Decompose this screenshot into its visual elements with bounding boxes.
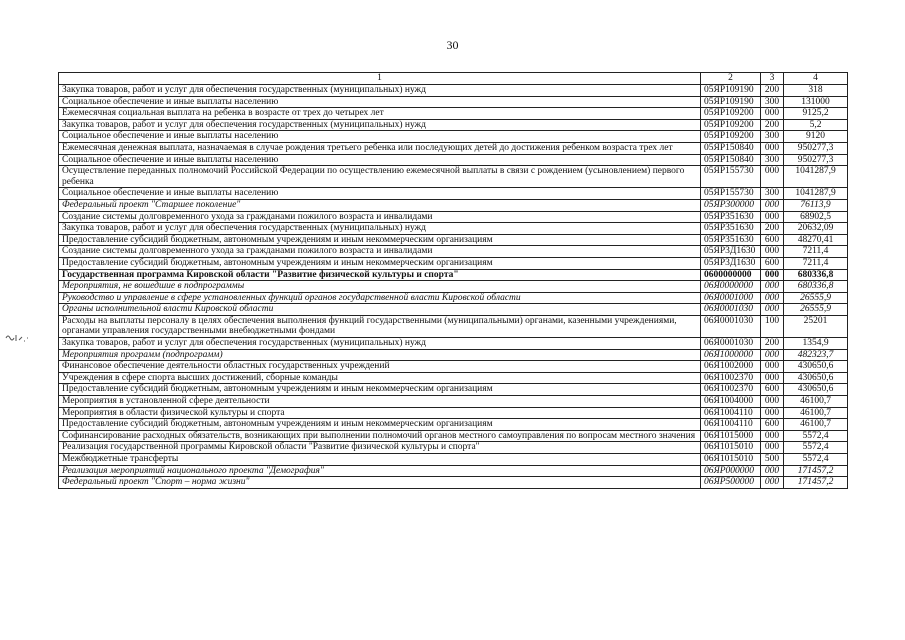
table-row xyxy=(59,223,848,235)
row-vr: 000 xyxy=(761,407,784,419)
row-code: 06Я1004110 xyxy=(701,419,761,431)
row-code: 06Я0001030 xyxy=(701,338,761,350)
row-code: 06Я1015010 xyxy=(701,454,761,466)
row-amount: 26555,9 xyxy=(784,292,848,304)
row-name: Мероприятия, не вошедшие в подпрограммы xyxy=(59,281,701,293)
table-row xyxy=(59,188,848,200)
table-row xyxy=(59,477,848,489)
header-code: 2 xyxy=(701,73,761,85)
row-vr: 000 xyxy=(761,269,784,281)
table-row xyxy=(59,292,848,304)
table-row xyxy=(59,454,848,466)
row-code: 06Я0001000 xyxy=(701,292,761,304)
table-row xyxy=(59,372,848,384)
table-row xyxy=(59,281,848,293)
row-code: 05ЯР109200 xyxy=(701,119,761,131)
row-code: 06Я1002370 xyxy=(701,384,761,396)
table-row xyxy=(59,442,848,454)
table-row xyxy=(59,338,848,350)
row-vr: 000 xyxy=(761,304,784,316)
row-amount: 318 xyxy=(784,85,848,97)
row-vr: 600 xyxy=(761,257,784,269)
row-amount: 1354,9 xyxy=(784,338,848,350)
row-vr: 100 xyxy=(761,315,784,337)
table-row xyxy=(59,315,848,337)
table-row xyxy=(59,257,848,269)
table-row xyxy=(59,142,848,154)
row-name: Федеральный проект "Старшее поколение" xyxy=(59,199,701,211)
row-name: Предоставление субсидий бюджетным, автономным учреждениям и иным некоммерческим организациям xyxy=(59,384,701,396)
row-code: 05ЯР150840 xyxy=(701,142,761,154)
row-amount: 9120 xyxy=(784,131,848,143)
row-code: 05ЯР351630 xyxy=(701,234,761,246)
row-vr: 000 xyxy=(761,430,784,442)
table-header-row xyxy=(59,73,848,85)
row-amount: 430650,6 xyxy=(784,384,848,396)
row-amount: 5572,4 xyxy=(784,430,848,442)
row-vr: 300 xyxy=(761,154,784,166)
row-name: Ежемесячная социальная выплата на ребенка в возрасте от трех до четырех лет xyxy=(59,108,701,120)
row-name: Государственная программа Кировской области "Развитие физической культуры и спорта" xyxy=(59,269,701,281)
row-code: 05ЯР3Д1630 xyxy=(701,246,761,258)
row-code: 06ЯР000000 xyxy=(701,465,761,477)
row-name: Реализация мероприятий национального проекта "Демография" xyxy=(59,465,701,477)
row-code: 06Я1002370 xyxy=(701,372,761,384)
row-code: 06Я1015010 xyxy=(701,442,761,454)
row-code: 05ЯР3Д1630 xyxy=(701,257,761,269)
row-vr: 600 xyxy=(761,384,784,396)
row-vr: 300 xyxy=(761,131,784,143)
row-name: Социальное обеспечение и иные выплаты населению xyxy=(59,131,701,143)
row-name: Создание системы долговременного ухода за гражданами пожилого возраста и инвалидами xyxy=(59,246,701,258)
row-amount: 171457,2 xyxy=(784,465,848,477)
row-vr: 000 xyxy=(761,349,784,361)
row-name: Создание системы долговременного ухода за гражданами пожилого возраста и инвалидами xyxy=(59,211,701,223)
row-amount: 171457,2 xyxy=(784,477,848,489)
row-amount: 7211,4 xyxy=(784,257,848,269)
row-amount: 680336,8 xyxy=(784,281,848,293)
row-name: Социальное обеспечение и иные выплаты населению xyxy=(59,188,701,200)
table-row xyxy=(59,349,848,361)
table-row xyxy=(59,96,848,108)
row-name: Руководство и управление в сфере установленных функций органов государственной власти Кировской области xyxy=(59,292,701,304)
table-row xyxy=(59,419,848,431)
row-vr: 000 xyxy=(761,142,784,154)
row-code: 05ЯР109190 xyxy=(701,96,761,108)
row-code: 05ЯР109200 xyxy=(701,131,761,143)
row-code: 05ЯР109190 xyxy=(701,85,761,97)
row-amount: 950277,3 xyxy=(784,142,848,154)
header-name: 1 xyxy=(59,73,701,85)
row-vr: 000 xyxy=(761,361,784,373)
row-name: Социальное обеспечение и иные выплаты населению xyxy=(59,154,701,166)
row-name: Федеральный проект "Спорт – норма жизни" xyxy=(59,477,701,489)
table-row xyxy=(59,199,848,211)
row-amount: 1041287,9 xyxy=(784,188,848,200)
row-code: 05ЯР300000 xyxy=(701,199,761,211)
table-row xyxy=(59,465,848,477)
row-code: 06Я0001030 xyxy=(701,315,761,337)
row-vr: 000 xyxy=(761,211,784,223)
table-row xyxy=(59,166,848,188)
table-row xyxy=(59,108,848,120)
header-vr: 3 xyxy=(761,73,784,85)
table-row xyxy=(59,211,848,223)
row-code: 06Я1015000 xyxy=(701,430,761,442)
row-name: Осуществление переданных полномочий Российской Федерации по осуществлению ежемесячной выплаты в связи с рождением (усыновлением) первого ребенка xyxy=(59,166,701,188)
table-row xyxy=(59,304,848,316)
row-amount: 5,2 xyxy=(784,119,848,131)
row-vr: 200 xyxy=(761,338,784,350)
row-name: Предоставление субсидий бюджетным, автономным учреждениям и иным некоммерческим организациям xyxy=(59,257,701,269)
row-vr: 300 xyxy=(761,188,784,200)
row-amount: 131000 xyxy=(784,96,848,108)
row-code: 06Я1000000 xyxy=(701,349,761,361)
row-amount: 76113,9 xyxy=(784,199,848,211)
row-code: 06Я0001030 xyxy=(701,304,761,316)
row-amount: 1041287,9 xyxy=(784,166,848,188)
row-amount: 46100,7 xyxy=(784,419,848,431)
row-vr: 000 xyxy=(761,281,784,293)
row-name: Мероприятия в установленной сфере деятельности xyxy=(59,396,701,408)
row-amount: 46100,7 xyxy=(784,396,848,408)
table-row xyxy=(59,131,848,143)
budget-table xyxy=(58,72,848,489)
table-row xyxy=(59,384,848,396)
row-vr: 200 xyxy=(761,85,784,97)
row-vr: 000 xyxy=(761,199,784,211)
row-name: Учреждения в сфере спорта высших достижений, сборные команды xyxy=(59,372,701,384)
table-row xyxy=(59,85,848,97)
row-amount: 25201 xyxy=(784,315,848,337)
table-row xyxy=(59,407,848,419)
row-name: Реализация государственной программы Кировской области "Развитие физической культуры и спорта" xyxy=(59,442,701,454)
row-vr: 000 xyxy=(761,465,784,477)
row-amount: 68902,5 xyxy=(784,211,848,223)
row-code: 05ЯР155730 xyxy=(701,166,761,188)
row-vr: 000 xyxy=(761,477,784,489)
row-amount: 20632,09 xyxy=(784,223,848,235)
row-name: Закупка товаров, работ и услуг для обеспечения государственных (муниципальных) нужд xyxy=(59,223,701,235)
row-name: Расходы на выплаты персоналу в целях обеспечения выполнения функций государственными (муниципальными) органами, казенными учреждениями, органами управления государственными внебюджетными фондами xyxy=(59,315,701,337)
row-name: Предоставление субсидий бюджетным, автономным учреждениям и иным некоммерческим организациям xyxy=(59,234,701,246)
row-code: 05ЯР351630 xyxy=(701,223,761,235)
table-row xyxy=(59,234,848,246)
row-name: Мероприятия программ (подпрограмм) xyxy=(59,349,701,361)
row-code: 05ЯР351630 xyxy=(701,211,761,223)
row-code: 05ЯР150840 xyxy=(701,154,761,166)
row-code: 06ЯР500000 xyxy=(701,477,761,489)
row-name: Социальное обеспечение и иные выплаты населению xyxy=(59,96,701,108)
row-name: Закупка товаров, работ и услуг для обеспечения государственных (муниципальных) нужд xyxy=(59,85,701,97)
row-amount: 430650,6 xyxy=(784,361,848,373)
row-name: Органы исполнительной власти Кировской области xyxy=(59,304,701,316)
row-amount: 680336,8 xyxy=(784,269,848,281)
table-row xyxy=(59,246,848,258)
row-name: Закупка товаров, работ и услуг для обеспечения государственных (муниципальных) нужд xyxy=(59,338,701,350)
row-vr: 000 xyxy=(761,442,784,454)
row-name: Предоставление субсидий бюджетным, автономным учреждениям и иным некоммерческим организациям xyxy=(59,419,701,431)
row-code: 06Я1002000 xyxy=(701,361,761,373)
margin-scribble-icon xyxy=(4,332,32,349)
row-vr: 200 xyxy=(761,223,784,235)
row-amount: 5572,4 xyxy=(784,442,848,454)
row-vr: 000 xyxy=(761,246,784,258)
row-amount: 482323,7 xyxy=(784,349,848,361)
row-name: Закупка товаров, работ и услуг для обеспечения государственных (муниципальных) нужд xyxy=(59,119,701,131)
row-vr: 300 xyxy=(761,96,784,108)
header-amount: 4 xyxy=(784,73,848,85)
row-name: Ежемесячная денежная выплата, назначаемая в случае рождения третьего ребенка или последующих детей до достижения ребенком возраста трех лет xyxy=(59,142,701,154)
row-vr: 000 xyxy=(761,292,784,304)
table-row xyxy=(59,396,848,408)
table-row xyxy=(59,269,848,281)
row-code: 05ЯР109200 xyxy=(701,108,761,120)
table-row xyxy=(59,154,848,166)
row-vr: 600 xyxy=(761,234,784,246)
row-amount: 9125,2 xyxy=(784,108,848,120)
row-amount: 5572,4 xyxy=(784,454,848,466)
row-vr: 600 xyxy=(761,419,784,431)
table-row xyxy=(59,119,848,131)
row-amount: 46100,7 xyxy=(784,407,848,419)
row-name: Межбюджетные трансферты xyxy=(59,454,701,466)
row-name: Мероприятия в области физической культуры и спорта xyxy=(59,407,701,419)
row-amount: 26555,9 xyxy=(784,304,848,316)
row-code: 06Я0000000 xyxy=(701,281,761,293)
row-amount: 430650,6 xyxy=(784,372,848,384)
table-row xyxy=(59,430,848,442)
row-code: 06Я1004000 xyxy=(701,396,761,408)
row-vr: 000 xyxy=(761,396,784,408)
row-amount: 48270,41 xyxy=(784,234,848,246)
row-code: 05ЯР155730 xyxy=(701,188,761,200)
page-number: 30 xyxy=(446,38,459,52)
row-vr: 000 xyxy=(761,372,784,384)
row-name: Финансовое обеспечение деятельности областных государственных учреждений xyxy=(59,361,701,373)
table-row xyxy=(59,361,848,373)
row-vr: 000 xyxy=(761,166,784,188)
row-name: Софинансирование расходных обязательств, возникающих при выполнении полномочий органов местного самоуправления по вопросам местного значения xyxy=(59,430,701,442)
row-vr: 000 xyxy=(761,108,784,120)
row-amount: 7211,4 xyxy=(784,246,848,258)
row-code: 06Я1004110 xyxy=(701,407,761,419)
row-amount: 950277,3 xyxy=(784,154,848,166)
row-code: 0600000000 xyxy=(701,269,761,281)
table-body xyxy=(59,85,848,489)
row-vr: 500 xyxy=(761,454,784,466)
row-vr: 200 xyxy=(761,119,784,131)
